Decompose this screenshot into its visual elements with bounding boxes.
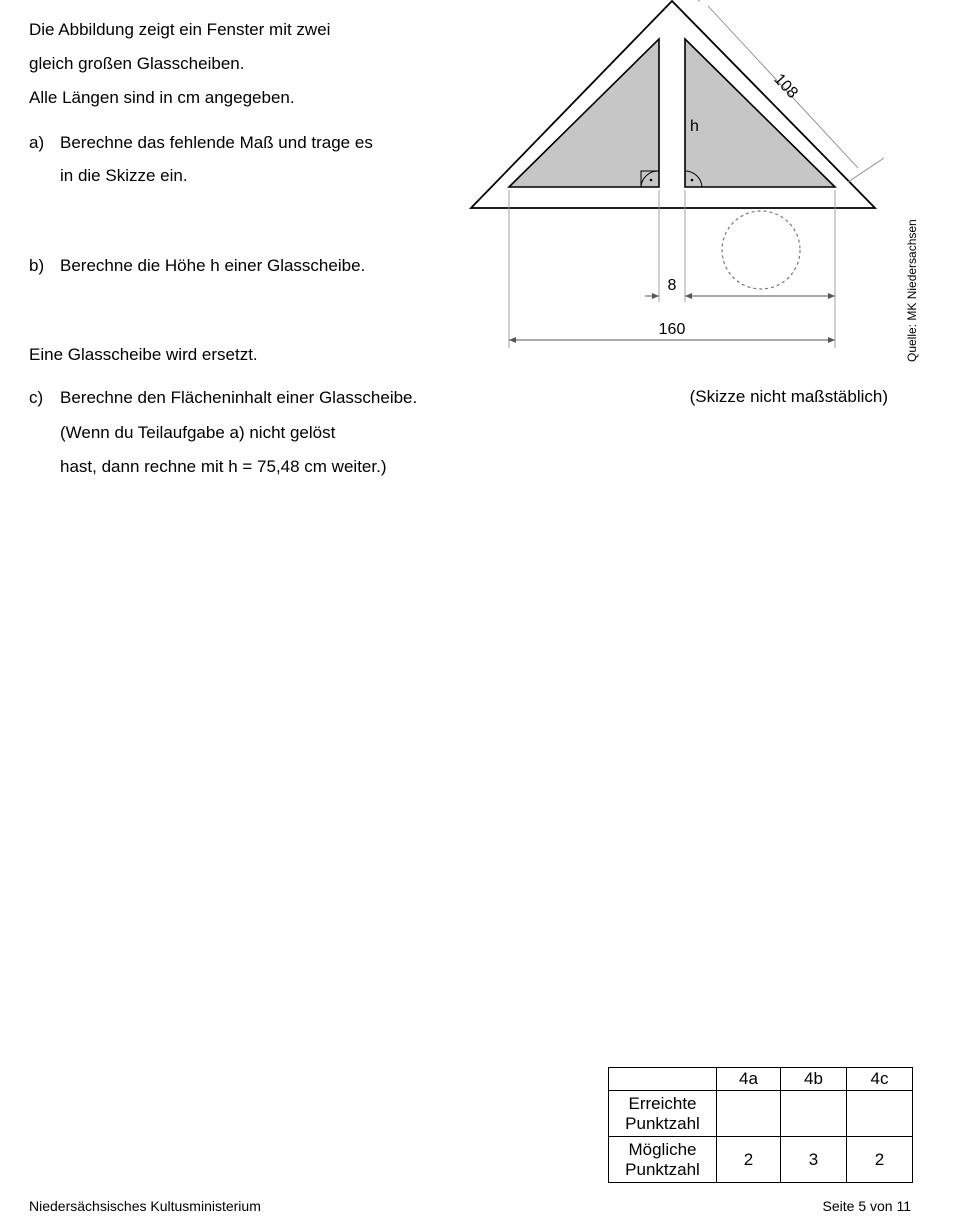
source-label: Quelle: MK Niedersachsen (905, 219, 919, 362)
footer-ministry: Niedersächsisches Kultusministerium (29, 1198, 261, 1214)
footer-page-number: Seite 5 von 11 (822, 1198, 911, 1214)
score-cell: 2 (847, 1137, 913, 1183)
task-a-label: a) (29, 133, 45, 152)
score-cell (717, 1091, 781, 1137)
right-angle-right-dot (691, 179, 694, 182)
score-header-cell: 4c (847, 1068, 913, 1091)
score-row-label-line2: Punktzahl (625, 1113, 700, 1133)
score-row-possible (609, 1137, 913, 1183)
intro-line-3: Alle Längen sind in cm angegeben. (29, 88, 295, 107)
glass-pane-right (685, 39, 835, 187)
right-angle-left-dot (650, 179, 653, 182)
score-header-cell (609, 1068, 717, 1091)
score-cell (781, 1091, 847, 1137)
task-b-label: b) (29, 256, 45, 275)
task-b-line-1: Berechne die Höhe h einer Glasscheibe. (60, 256, 366, 275)
glass-pane-left (509, 39, 659, 187)
task-c-line-2: (Wenn du Teilaufgabe a) nicht gelöst (60, 423, 336, 442)
score-row-achieved (609, 1091, 913, 1137)
replaced-pane-marker (722, 211, 800, 289)
score-header-cell: 4b (781, 1068, 847, 1091)
score-row-label-line1: Mögliche (628, 1139, 697, 1159)
window-sketch (0, 0, 955, 420)
dim-gap-label: 8 (667, 277, 677, 294)
height-label: h (690, 118, 699, 135)
replaced-statement: Eine Glasscheibe wird ersetzt. (29, 345, 258, 364)
score-table-header (609, 1068, 913, 1091)
score-header-cell: 4a (717, 1068, 781, 1091)
score-table (608, 1067, 913, 1183)
score-row-label-line2: Punktzahl (625, 1159, 700, 1179)
score-cell: 3 (781, 1137, 847, 1183)
sketch-note: (Skizze nicht maßstäblich) (689, 387, 888, 406)
task-c-line-3: hast, dann rechne mit h = 75,48 cm weiter.) (60, 457, 387, 476)
score-row-label-line1: Erreichte (628, 1093, 697, 1113)
score-cell: 2 (717, 1137, 781, 1183)
intro-line-2: gleich großen Glasscheiben. (29, 54, 245, 73)
task-a-line-2: in die Skizze ein. (60, 166, 188, 185)
intro-line-1: Die Abbildung zeigt ein Fenster mit zwei (29, 20, 331, 39)
score-row-label (609, 1137, 717, 1183)
score-row-label (609, 1091, 717, 1137)
score-cell (847, 1091, 913, 1137)
dim-slant-label: 108 (770, 70, 801, 102)
task-c-line-1: Berechne den Flächeninhalt einer Glasscheibe. (60, 388, 418, 407)
task-c-label: c) (29, 388, 44, 407)
task-a-line-1: Berechne das fehlende Maß und trage es (60, 133, 373, 152)
dim-base-label: 160 (658, 321, 686, 338)
